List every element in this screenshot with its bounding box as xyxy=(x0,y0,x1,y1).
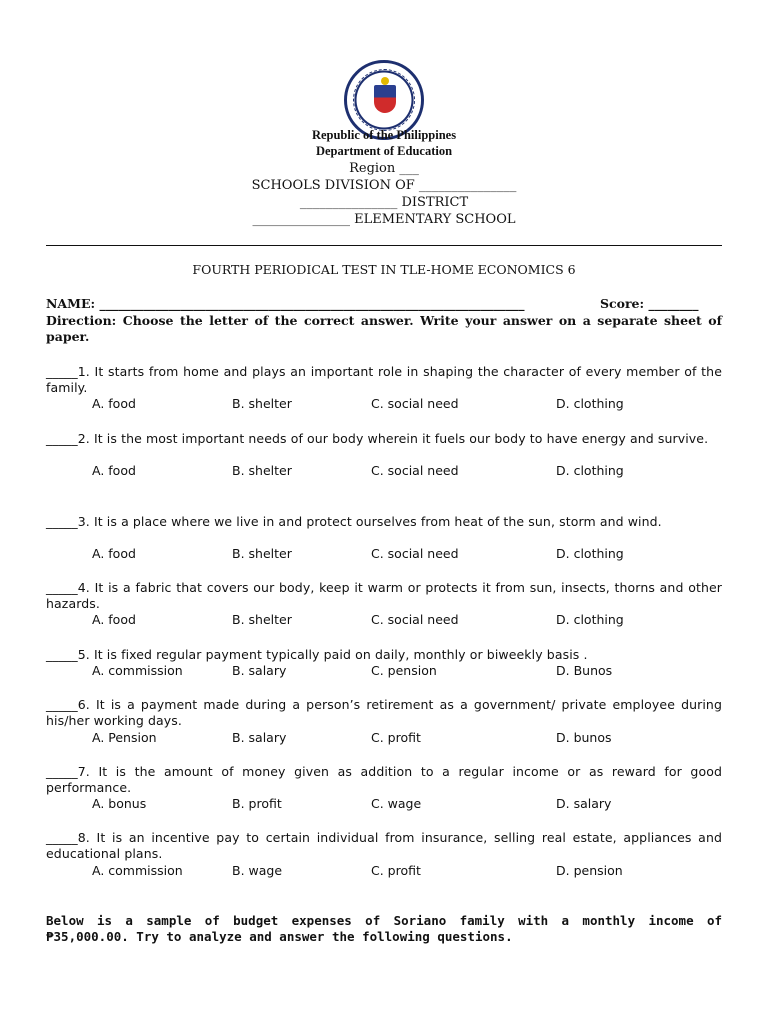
direction-text: Direction: Choose the letter of the correct answer. Write your answer on a separate sheet of paper. xyxy=(46,313,722,344)
option-b: B. profit xyxy=(232,796,282,811)
header-division: SCHOOLS DIVISION OF _______________ xyxy=(251,178,517,193)
question-6 xyxy=(46,697,722,745)
score-field-label: Score: ________ xyxy=(600,296,699,311)
option-b: B. shelter xyxy=(232,612,292,627)
option-b: B. salary xyxy=(232,663,287,678)
question-4 xyxy=(46,580,722,627)
option-a: A. commission xyxy=(92,863,183,878)
option-d: D. clothing xyxy=(556,463,624,478)
option-a: A. food xyxy=(92,546,136,561)
question-text: _____8. It is an incentive pay to certain individual from insurance, selling real estate, appliances and educational plans. xyxy=(46,830,722,861)
option-d: D. clothing xyxy=(556,396,624,411)
answer-options xyxy=(46,730,722,746)
header-region: Region ___ xyxy=(349,161,419,176)
answer-options xyxy=(46,463,722,479)
option-b: B. shelter xyxy=(232,396,292,411)
option-d: D. Bunos xyxy=(556,663,613,678)
option-c: C. pension xyxy=(371,663,437,678)
header-divider xyxy=(46,245,722,246)
answer-options xyxy=(46,546,722,562)
question-text: _____2. It is the most important needs of our body wherein it fuels our body to have energy and survive. xyxy=(46,431,709,446)
option-d: D. bunos xyxy=(556,730,612,745)
answer-options xyxy=(46,663,722,679)
option-b: B. shelter xyxy=(232,546,292,561)
name-field-label: NAME: ____________________________________________________________________ xyxy=(46,296,525,311)
question-text: _____7. It is the amount of money given as addition to a regular income or as reward for good performance. xyxy=(46,764,722,795)
option-d: D. clothing xyxy=(556,612,624,627)
option-c: C. social need xyxy=(371,396,459,411)
option-a: A. food xyxy=(92,612,136,627)
option-c: C. profit xyxy=(371,730,421,745)
answer-options xyxy=(46,612,722,628)
option-c: C. profit xyxy=(371,863,421,878)
answer-options xyxy=(46,396,722,412)
option-c: C. social need xyxy=(371,612,459,627)
question-8 xyxy=(46,830,722,878)
answer-options xyxy=(46,796,722,812)
header-republic: Republic of the Philippines xyxy=(311,128,457,142)
option-d: D. clothing xyxy=(556,546,624,561)
option-d: D. salary xyxy=(556,796,612,811)
option-c: C. wage xyxy=(371,796,422,811)
question-1 xyxy=(46,364,722,411)
option-d: D. pension xyxy=(556,863,623,878)
test-title: FOURTH PERIODICAL TEST IN TLE-HOME ECONOMICS 6 xyxy=(192,262,576,277)
option-b: B. wage xyxy=(232,863,283,878)
question-text: _____4. It is a fabric that covers our body, keep it warm or protects it from sun, insects, thorns and other hazards. xyxy=(46,580,722,611)
option-a: A. bonus xyxy=(92,796,147,811)
question-5 xyxy=(46,647,722,678)
budget-instruction: Below is a sample of budget expenses of Soriano family with a monthly income of ₱35,000.00. Try to analyze and answer the following questions. xyxy=(46,913,722,944)
sun-emblem-icon xyxy=(381,77,389,85)
option-c: C. social need xyxy=(371,546,459,561)
shield-emblem-icon xyxy=(374,85,396,113)
question-text: _____1. It starts from home and plays an important role in shaping the character of every member of the family. xyxy=(46,364,722,395)
question-3 xyxy=(46,514,722,561)
option-a: A. Pension xyxy=(92,730,157,745)
header-school: _______________ ELEMENTARY SCHOOL xyxy=(252,212,516,227)
question-text: _____5. It is fixed regular payment typically paid on daily, monthly or biweekly basis . xyxy=(46,647,588,662)
option-c: C. social need xyxy=(371,463,459,478)
header-department: Department of Education xyxy=(315,144,453,158)
header-district: _______________ DISTRICT xyxy=(299,195,469,210)
option-b: B. shelter xyxy=(232,463,292,478)
option-a: A. food xyxy=(92,463,136,478)
question-text: _____6. It is a payment made during a person’s retirement as a government/ private employee during his/her working days. xyxy=(46,697,722,728)
answer-options xyxy=(46,863,722,879)
question-2 xyxy=(46,431,722,478)
question-text: _____3. It is a place where we live in and protect ourselves from heat of the sun, storm and wind. xyxy=(46,514,662,529)
option-a: A. commission xyxy=(92,663,183,678)
option-a: A. food xyxy=(92,396,136,411)
option-b: B. salary xyxy=(232,730,287,745)
question-7 xyxy=(46,764,722,811)
